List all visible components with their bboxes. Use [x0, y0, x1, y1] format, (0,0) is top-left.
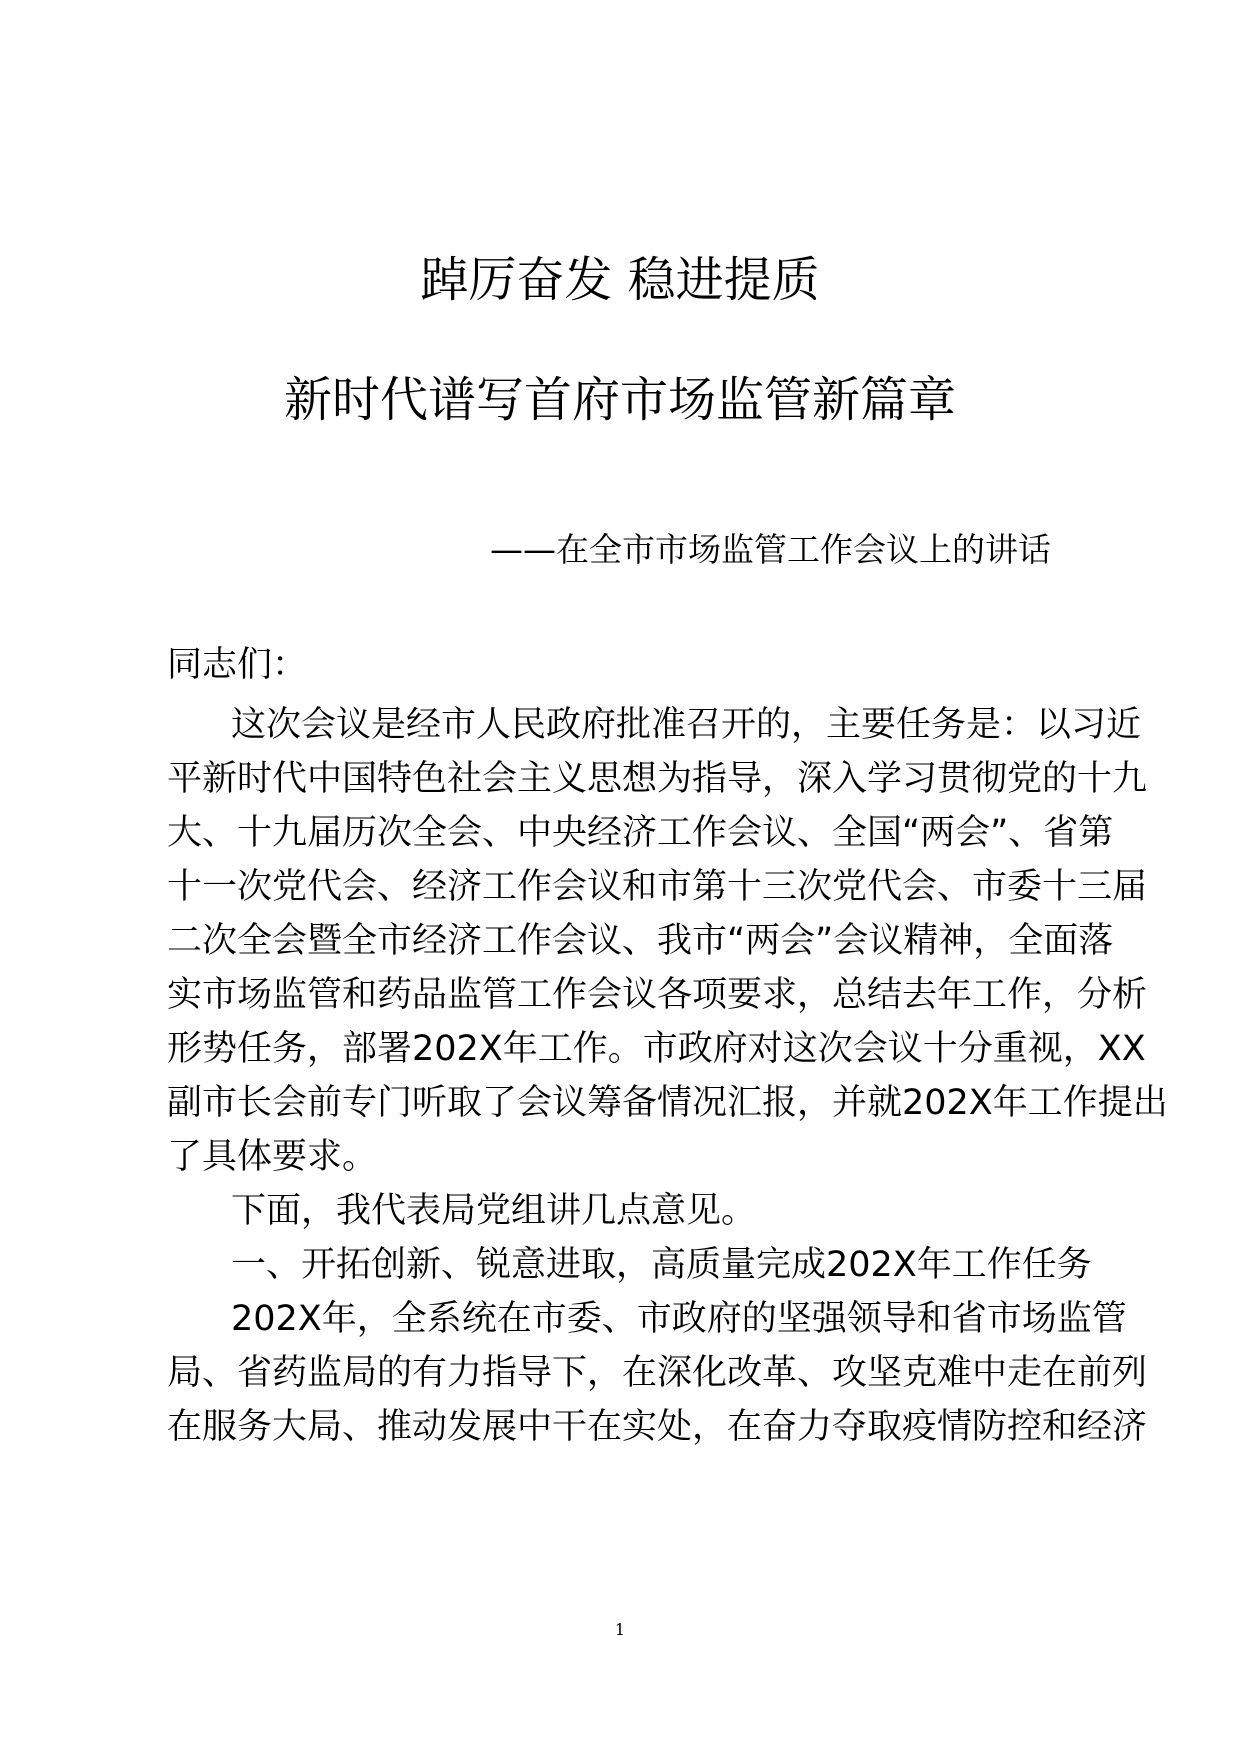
page-number: 1 — [614, 1620, 626, 1639]
paragraph-line: 平新时代中国特色社会主义思想为指导，深入学习贯彻党的十九 — [167, 759, 1148, 799]
salutation: 同志们： — [167, 645, 308, 685]
paragraph-line: 实市场监管和药品监管工作会议各项要求，总结去年工作，分析 — [167, 975, 1148, 1015]
paragraph-line: 局、省药监局的有力指导下，在深化改革、攻坚克难中走在前列 — [167, 1353, 1148, 1393]
document-title-line-2: 新时代谱写首府市场监管新篇章 — [283, 372, 956, 428]
paragraph-line: 形势任务，部署202X年工作。市政府对这次会议十分重视，XX — [167, 1029, 1146, 1069]
paragraph-line: 了具体要求。 — [167, 1137, 378, 1177]
paragraph-line: 副市长会前专门听取了会议筹备情况汇报，并就202X年工作提出 — [167, 1083, 1168, 1123]
paragraph-line: 二次全会暨全市经济工作会议、我市“两会”会议精神，全面落 — [167, 921, 1114, 961]
paragraph-line: 这次会议是经市人民政府批准召开的，主要任务是：以习近 — [231, 705, 1142, 745]
document-title-line-1: 踔厉奋发 稳进提质 — [420, 252, 820, 308]
paragraph-line: 大、十九届历次全会、中央经济工作会议、全国“两会”、省第 — [167, 813, 1114, 853]
paragraph-line: 在服务大局、推动发展中干在实处，在奋力夺取疫情防控和经济 — [167, 1407, 1148, 1447]
paragraph-line: 202X年，全系统在市委、市政府的坚强领导和省市场监管 — [231, 1299, 1127, 1339]
section-heading: 一、开拓创新、锐意进取，高质量完成202X年工作任务 — [231, 1245, 1092, 1285]
paragraph-line: 十一次党代会、经济工作会议和市第十三次党代会、市委十三届 — [167, 867, 1148, 907]
paragraph-line: 下面，我代表局党组讲几点意见。 — [231, 1191, 757, 1231]
document-subtitle: ——在全市市场监管工作会议上的讲话 — [490, 530, 1051, 569]
